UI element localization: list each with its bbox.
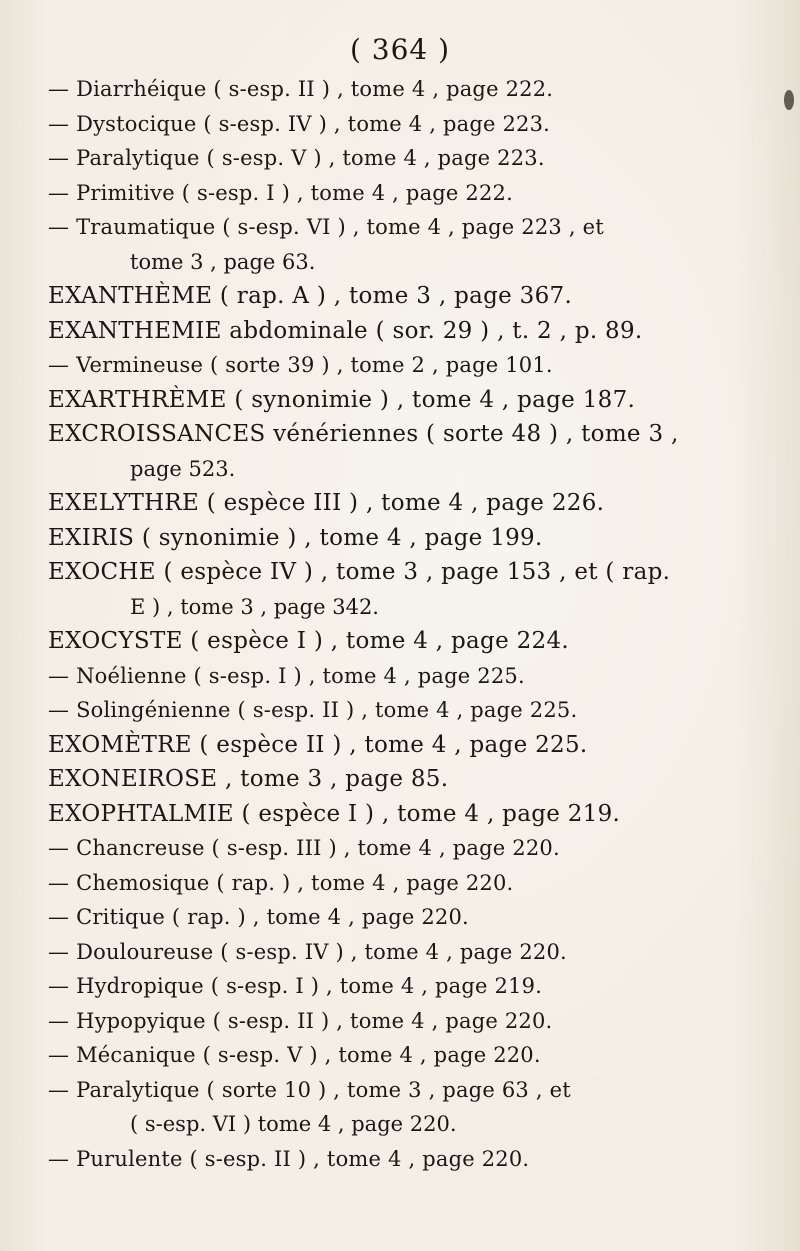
index-subentry: — Paralytique ( sorte 10 ) , tome 3 , page 63 , et	[48, 1077, 571, 1102]
index-headword-entry: EXOPHTALMIE ( espèce I ) , tome 4 , page 219.	[48, 800, 621, 827]
index-subentry: — Traumatique ( s-esp. VI ) , tome 4 , page 223 , et	[48, 215, 604, 239]
index-headword-entry: EXANTHÈME ( rap. A ) , tome 3 , page 367.	[48, 283, 573, 309]
page-number: ( 364 )	[349, 33, 451, 66]
index-continuation-line: page 523.	[130, 456, 236, 481]
index-subentry: — Solingénienne ( s-esp. II ) , tome 4 , page 225.	[48, 698, 578, 722]
index-headword-entry: EXONEIROSE , tome 3 , page 85.	[48, 766, 449, 792]
index-subentry: — Diarrhéique ( s-esp. II ) , tome 4 , page 222.	[48, 77, 554, 101]
index-subentry: — Chancreuse ( s-esp. III ) , tome 4 , page 220.	[48, 836, 560, 860]
index-headword-entry: EXIRIS ( synonimie ) , tome 4 , page 199.	[48, 524, 543, 551]
index-subentry: — Douloureuse ( s-esp. IV ) , tome 4 , page 220.	[48, 939, 567, 964]
index-continuation-line: tome 3 , page 63.	[130, 249, 316, 274]
index-headword-entry: EXOCYSTE ( espèce I ) , tome 4 , page 224.	[48, 628, 570, 654]
index-headword-entry: EXOCHE ( espèce IV ) , tome 3 , page 153 , et ( rap.	[48, 559, 671, 585]
index-subentry: — Vermineuse ( sorte 39 ) , tome 2 , page 101.	[48, 353, 553, 377]
index-headword-entry: EXARTHRÈME ( synonimie ) , tome 4 , page 187.	[48, 386, 636, 413]
index-subentry: — Mécanique ( s-esp. V ) , tome 4 , page 220.	[48, 1043, 541, 1067]
index-headword-entry: EXELYTHRE ( espèce III ) , tome 4 , page 226.	[48, 490, 605, 516]
index-headword-entry: EXCROISSANCES vénériennes ( sorte 48 ) , tome 3 ,	[48, 421, 679, 447]
index-subentry: — Hypopyique ( s-esp. II ) , tome 4 , page 220.	[48, 1008, 553, 1033]
ink-spot	[784, 90, 794, 110]
index-subentry: — Paralytique ( s-esp. V ) , tome 4 , page 223.	[48, 146, 545, 170]
index-subentry: — Chemosique ( rap. ) , tome 4 , page 220.	[48, 870, 514, 895]
index-continuation-line: ( s-esp. VI ) tome 4 , page 220.	[130, 1112, 457, 1136]
index-headword-entry: EXOMÈTRE ( espèce II ) , tome 4 , page 225.	[48, 731, 588, 758]
index-headword-entry: EXANTHEMIE abdominale ( sor. 29 ) , t. 2 , p. 89.	[48, 317, 643, 344]
index-entries	[0, 72, 800, 1176]
index-subentry: — Primitive ( s-esp. I ) , tome 4 , page 222.	[48, 180, 513, 205]
index-subentry: — Noélienne ( s-esp. I ) , tome 4 , page 225.	[48, 663, 525, 688]
index-subentry: — Dystocique ( s-esp. IV ) , tome 4 , page 223.	[48, 111, 551, 136]
index-subentry: — Hydropique ( s-esp. I ) , tome 4 , page 219.	[48, 974, 543, 998]
index-subentry: — Purulente ( s-esp. II ) , tome 4 , page 220.	[48, 1146, 530, 1171]
index-continuation-line: E ) , tome 3 , page 342.	[130, 594, 379, 619]
index-subentry: — Critique ( rap. ) , tome 4 , page 220.	[48, 905, 469, 929]
